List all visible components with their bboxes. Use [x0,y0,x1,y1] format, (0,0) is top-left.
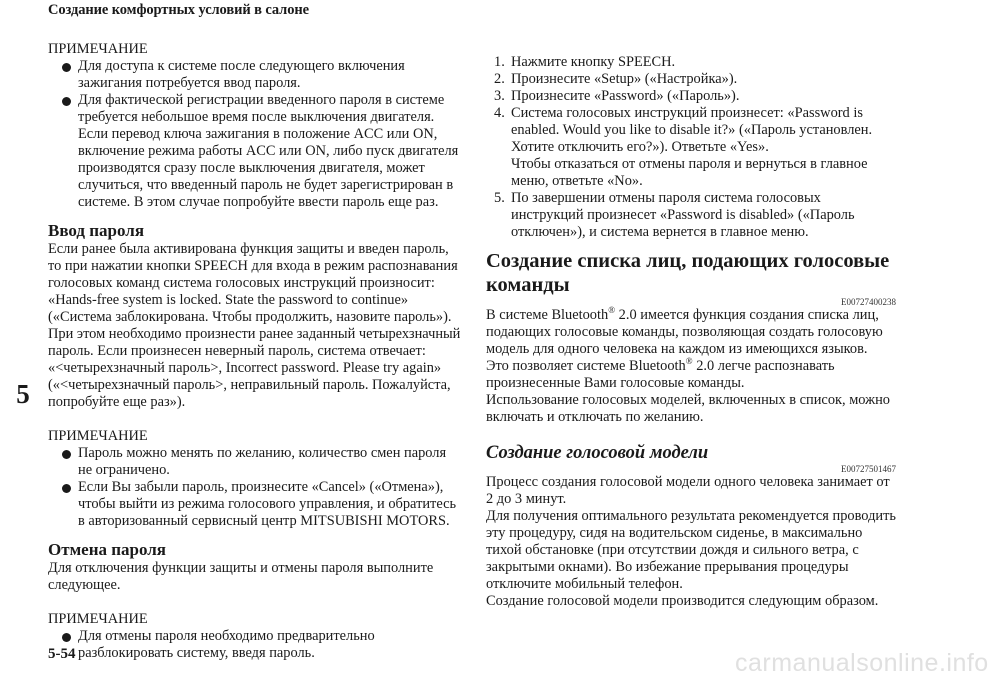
note-label: ПРИМЕЧАНИЕ [48,428,148,444]
heading-enter-password: Ввод пароля [48,221,145,240]
reference-code: E00727501467 [841,464,896,474]
voice-model-para: Создание голосовой модели производится следующим образом. [486,593,879,609]
enter-password-text: Если ранее была активирована функция защиты и введен пароль, то при нажатии кнопки SPEECH для входа в режим распознавания голосовых команд система голосовых инструкций произносит: «Hands-free system is locked. State the password to continue» («Система заблокирована. Чтобы продолжить, назовите пароль»). При этом необходимо произнести ранее заданный четырехзначный пароль. Если произнесен неверный пароль, система отвечает: «<четырехзначный пароль>, Incorrect password. Please try again» («<четырехзначный пароль>, неправильный пароль. Пожалуйста, попробуйте еще раз»). [48,241,461,410]
section-tab: 5 [0,375,46,413]
voice-model-para: Для получения оптимального результата рекомендуется проводить эту процедуру, сидя на водительском сиденье, в максимально тихой обстановке (при отсутствии дождя и сильного ветра, с закрытыми окнами). Во избежание прерывания процедуры отключите мобильный телефон. [486,508,896,592]
step-item: 1. Нажмите кнопку SPEECH. [494,54,676,70]
note-bullet: Если Вы забыли пароль, произнесите «Cancel» («Отмена»), чтобы выйти из режима голосового управления, и обратитесь в авторизованный сервисный центр MITSUBISHI MOTORS. [48,479,463,530]
steps-list [486,54,896,241]
voice-list-para: Использование голосовых моделей, включенных в список, можно включать и отключать по желанию. [486,392,890,425]
note-label: ПРИМЕЧАНИЕ [48,611,148,627]
watermark: carmanualsonline.info [735,649,989,677]
step-item: 2. Произнесите «Setup» («Настройка»). [494,71,738,87]
note-bullet: Для отмены пароля необходимо предварительно разблокировать систему, введя пароль. [48,628,463,662]
cancel-password-text: Для отключения функции защиты и отмены пароля выполните следующее. [48,560,434,593]
voice-list-para: Это позволяет системе Bluetooth® 2.0 легче распознавать произнесенные Вами голосовые команды. [486,356,835,391]
bullet-icon [62,633,71,642]
running-header: Создание комфортных условий в салоне [48,2,309,18]
step-item: 5. По завершении отмены пароля система голосовых инструкций произнесет «Password is disabled» («Пароль отключен»), и система вернется в главное меню. [494,190,855,240]
heading-cancel-password: Отмена пароля [48,540,167,559]
bullet-icon [62,63,71,72]
voice-model-para: Процесс создания голосовой модели одного человека занимает от 2 до 3 минут. [486,474,890,507]
right-column [486,54,896,610]
note-bullet: Для фактической регистрации введенного пароля в системе требуется небольшое время после выключения двигателя. Если перевод ключа зажигания в положение ACC или ON, включение режима работы ACC или ON, либо пуск двигателя производятся сразу после выключения двигателя, может случиться, что введенный пароль не будет зарегистрирован в системе. В этом случае попробуйте ввести пароль еще раз. [48,92,463,211]
voice-list-para: В системе Bluetooth® 2.0 имеется функция создания списка лиц, подающих голосовые команды, позволяющая создать голосовую модель для одного человека на каждом из имеющихся языков. [486,305,883,357]
note-bullet: Пароль можно менять по желанию, количество смен пароля не ограничено. [48,445,463,479]
reference-code: E00727400238 [841,297,896,307]
heading-voice-model: Создание голосовой модели [486,443,709,463]
left-column [48,41,463,662]
step-item: 3. Произнесите «Password» («Пароль»). [494,88,740,104]
page-number: 5-54 [48,646,76,662]
step-item: 4. Система голосовых инструкций произнесет: «Password is enabled. Would you like to disable it?» («Пароль установлен. Хотите отключить его?»). Ответьте «Yes». Чтобы отказаться от отмены пароля и вернуться в главное меню, ответьте «No». [494,105,873,189]
bullet-icon [62,450,71,459]
note-bullet: Для доступа к системе после следующего включения зажигания потребуется ввод пароля. [48,58,463,92]
bullet-icon [62,484,71,493]
bullet-icon [62,97,71,106]
heading-voice-list: Создание списка лиц, подающих голосовые команды [486,250,890,296]
note-label: ПРИМЕЧАНИЕ [48,41,148,57]
